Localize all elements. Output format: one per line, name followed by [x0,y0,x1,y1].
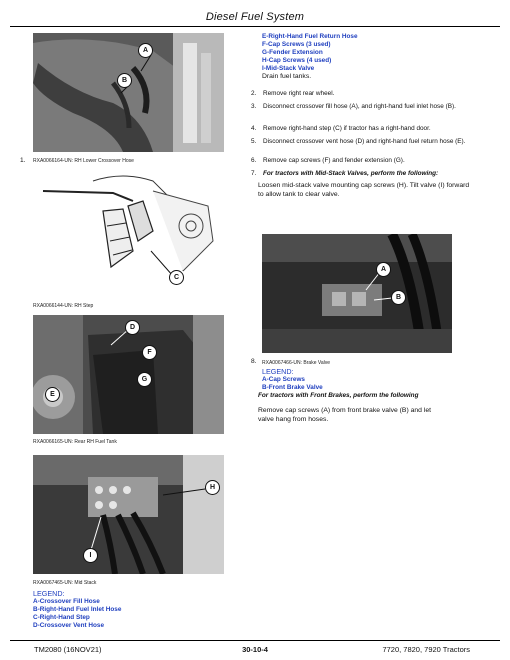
legend-item: A-Cap Screws [262,376,305,383]
callout-b: B [391,290,406,305]
footer-rule [10,640,500,641]
legend-item: H-Cap Screws (4 used) [262,57,332,64]
step-7: 7. For tractors with Mid-Stack Valves, perform the following: [251,170,439,177]
legend-brake [262,367,497,392]
step-7-detail: Loosen mid-stack valve mounting cap screws (H). Tilt valve (I) forward to allow tank to clear valve. [258,182,470,198]
callout-b: B [117,73,132,88]
legend-item: B-Right-Hand Fuel Inlet Hose [33,606,122,613]
callout-c: C [169,270,184,285]
legend-item: G-Fender Extension [262,49,323,56]
header-rule [10,26,500,27]
figure-brake-valve [262,234,452,353]
legend-item: I-Mid-Stack Valve [262,65,315,72]
callout-i: I [83,548,98,563]
drain-note: Drain fuel tanks. [262,73,312,80]
callout-a: A [138,43,153,58]
step-5: 5. Disconnect crossover vent hose (D) and right-hand fuel return hose (E). [251,138,466,145]
legend-heading: LEGEND: [262,367,294,376]
figure-2-illustration [33,171,224,301]
figure-caption: RXA0066144-UN: RH Step [33,303,94,309]
legend-heading: LEGEND: [33,589,65,598]
callout-f: F [142,345,157,360]
callout-e: E [45,387,60,402]
figure-caption: RXA0066165-UN: Rear RH Fuel Tank [33,439,117,445]
brake-instructions: Remove cap screws (A) from front brake valve (B) and let valve hang from hoses. [258,407,432,423]
figure-1-illustration [33,33,224,152]
figure-caption: RXA0067465-UN: Mid Stack [33,580,97,586]
legend-right-top [262,33,492,82]
legend-item: B-Front Brake Valve [262,384,323,391]
step-3: 3. Disconnect crossover fill hose (A), and right-hand fuel inlet hose (B). [251,103,456,110]
legend-item: E-Right-Hand Fuel Return Hose [262,33,358,40]
figure-5-illustration [262,234,452,353]
legend-item: D-Crossover Vent Hose [33,622,105,629]
callout-g: G [137,372,152,387]
brake-subheading: For tractors with Front Brakes, perform the following [258,392,419,399]
figure-mid-stack [33,455,224,574]
legend-item: A-Crossover Fill Hose [33,598,100,605]
legend-left [33,589,233,630]
step-6: 6. Remove cap screws (F) and fender extension (G). [251,157,405,164]
figure-rear-rh-fuel-tank [33,315,224,434]
figure-caption: RXA0066164-UN: RH Lower Crossover Hose [33,158,134,164]
footer-doc-id: TM2080 (16NOV21) [34,645,102,654]
step-2: 2. Remove right rear wheel. [251,90,335,97]
step-number: 1. [20,157,26,164]
callout-h: H [205,480,220,495]
figure-rh-step [33,171,224,301]
callout-d: D [125,320,140,335]
figure-4-illustration [33,455,224,574]
footer-models: 7720, 7820, 7920 Tractors [382,645,470,654]
figure-caption: RXA0067466-UN: Brake Valve [262,360,330,366]
step-number: 8. [251,358,257,365]
figure-rh-lower-crossover-hose [33,33,224,152]
footer-page-number: 30-10-4 [242,645,268,654]
legend-item: C-Right-Hand Step [33,614,90,621]
callout-a: A [376,262,391,277]
legend-item: F-Cap Screws (3 used) [262,41,331,48]
page-title: Diesel Fuel System [205,11,305,23]
step-4: 4. Remove right-hand step (C) if tractor has a right-hand door. [251,125,431,132]
